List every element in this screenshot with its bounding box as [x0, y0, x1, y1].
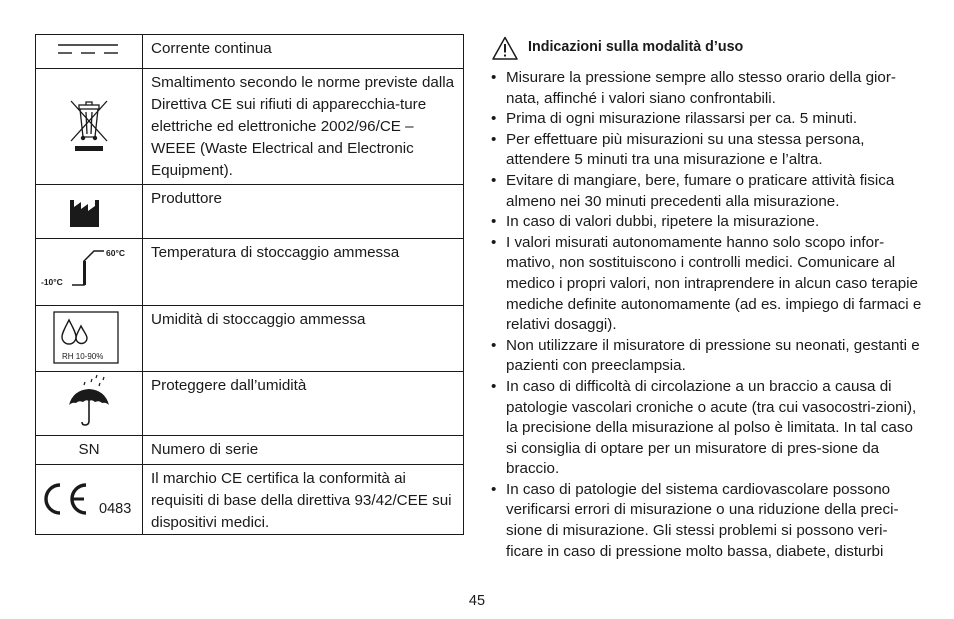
symbol-cell — [36, 306, 143, 372]
bullet-icon: • — [491, 110, 497, 128]
usage-instructions — [488, 36, 924, 562]
bullet-icon: • — [491, 377, 497, 395]
list-item-text: In caso di difficoltà di circolazione a un braccio a causa di patologie vascolari croniche o acute (tra cui vasocostri-zioni), la precisione della misurazione al polso è limitata. In tal caso si consiglia di optare per un misuratore di pres-sione da braccio. — [506, 377, 917, 478]
direct-current-icon — [36, 35, 142, 63]
list-item-text: In caso di patologie del sistema cardiovascolare possono verificarsi errori di misurazione o una riduzione della preci-sione di misurazione. Gli stessi problemi si possono veri-ficare in caso di pressione molto bassa, diabete, disturbi — [506, 480, 899, 560]
symbol-description: Umidità di stoccaggio ammessa — [143, 306, 464, 372]
symbols-table — [35, 34, 464, 535]
list-item — [488, 109, 924, 130]
list-item-text: Non utilizzare il misuratore di pressione su neonati, gestanti e pazienti con preeclampsia. — [506, 336, 920, 375]
list-item — [488, 336, 924, 377]
table-row — [36, 372, 464, 436]
table-row — [36, 465, 464, 535]
temp-max-label: 60°C — [106, 248, 125, 258]
symbol-description: Numero di serie — [143, 436, 464, 465]
temperature-limit-icon — [36, 239, 142, 305]
ce-mark-icon — [36, 465, 142, 534]
symbol-cell — [36, 185, 143, 239]
list-item — [488, 68, 924, 109]
symbol-cell — [36, 436, 143, 465]
list-item-text: Prima di ogni misurazione rilassarsi per ca. 5 minuti. — [506, 110, 858, 128]
symbol-description: Smaltimento secondo le norme previste dalla Direttiva CE sui rifiuti di apparecchia-ture elettriche ed elettroniche 2002/96/CE – WEEE (Waste Electrical and Electronic Equipment). — [143, 69, 464, 185]
serial-number-symbol: SN — [78, 441, 100, 458]
ce-notified-body-number: 0483 — [99, 501, 132, 517]
section-heading — [488, 36, 924, 62]
list-item-text: Misurare la pressione sempre allo stesso orario della gior-nata, affinché i valori siano confrontabili. — [506, 69, 896, 107]
bullet-icon: • — [491, 69, 497, 86]
list-item — [488, 377, 924, 480]
page-number: 45 — [468, 593, 486, 609]
symbol-cell — [36, 465, 143, 535]
symbol-cell — [36, 239, 143, 306]
bullet-icon: • — [491, 213, 497, 231]
symbol-description: Produttore — [143, 185, 464, 239]
usage-list — [488, 68, 924, 562]
humidity-range-label: RH 10-90% — [62, 352, 104, 361]
weee-crossed-bin-icon — [36, 69, 142, 179]
humidity-limit-icon — [36, 306, 142, 371]
list-item — [488, 233, 924, 336]
list-item — [488, 212, 924, 233]
list-item — [488, 171, 924, 212]
symbol-description: Il marchio CE certifica la conformità ai requisiti di base della direttiva 93/42/CEE sui dispositivi medici. — [143, 465, 464, 535]
manufacturer-icon — [36, 185, 142, 233]
table-row — [36, 436, 464, 465]
symbol-cell — [36, 35, 143, 69]
bullet-icon: • — [491, 130, 497, 148]
list-item-text: I valori misurati autonomamente hanno solo scopo infor-mativo, non sostituiscono i controlli medici. Comunicare al medico i propri valori, non intraprendere in alcun caso terapie mediche definite autonomamente (ad es. impiego di farmaci e relativi dosaggi). — [506, 233, 922, 334]
symbol-description: Temperatura di stoccaggio ammessa — [143, 239, 464, 306]
list-item — [488, 480, 924, 562]
temp-min-label: -10°C — [41, 277, 63, 287]
table-row — [36, 185, 464, 239]
list-item-text: Per effettuare più misurazioni su una stessa persona, attendere 5 minuti tra una misurazione e l’altra. — [506, 130, 865, 169]
table-row — [36, 69, 464, 185]
symbol-description: Corrente continua — [143, 35, 464, 69]
list-item-text: Evitare di mangiare, bere, fumare o praticare attività fisica almeno nei 30 minuti precedenti alla misurazione. — [506, 171, 895, 210]
bullet-icon: • — [491, 233, 497, 251]
table-row — [36, 306, 464, 372]
symbol-description: Proteggere dall’umidità — [143, 372, 464, 436]
list-item-text: In caso di valori dubbi, ripetere la misurazione. — [506, 213, 820, 231]
section-title: Indicazioni sulla modalità d’uso — [528, 39, 744, 55]
bullet-icon: • — [491, 480, 497, 498]
keep-dry-umbrella-icon — [36, 372, 142, 430]
table-row — [36, 35, 464, 69]
warning-triangle-icon — [492, 36, 518, 60]
symbol-cell — [36, 372, 143, 436]
symbol-cell — [36, 69, 143, 185]
bullet-icon: • — [491, 336, 497, 354]
table-row — [36, 239, 464, 306]
list-item — [488, 130, 924, 171]
bullet-icon: • — [491, 171, 497, 189]
